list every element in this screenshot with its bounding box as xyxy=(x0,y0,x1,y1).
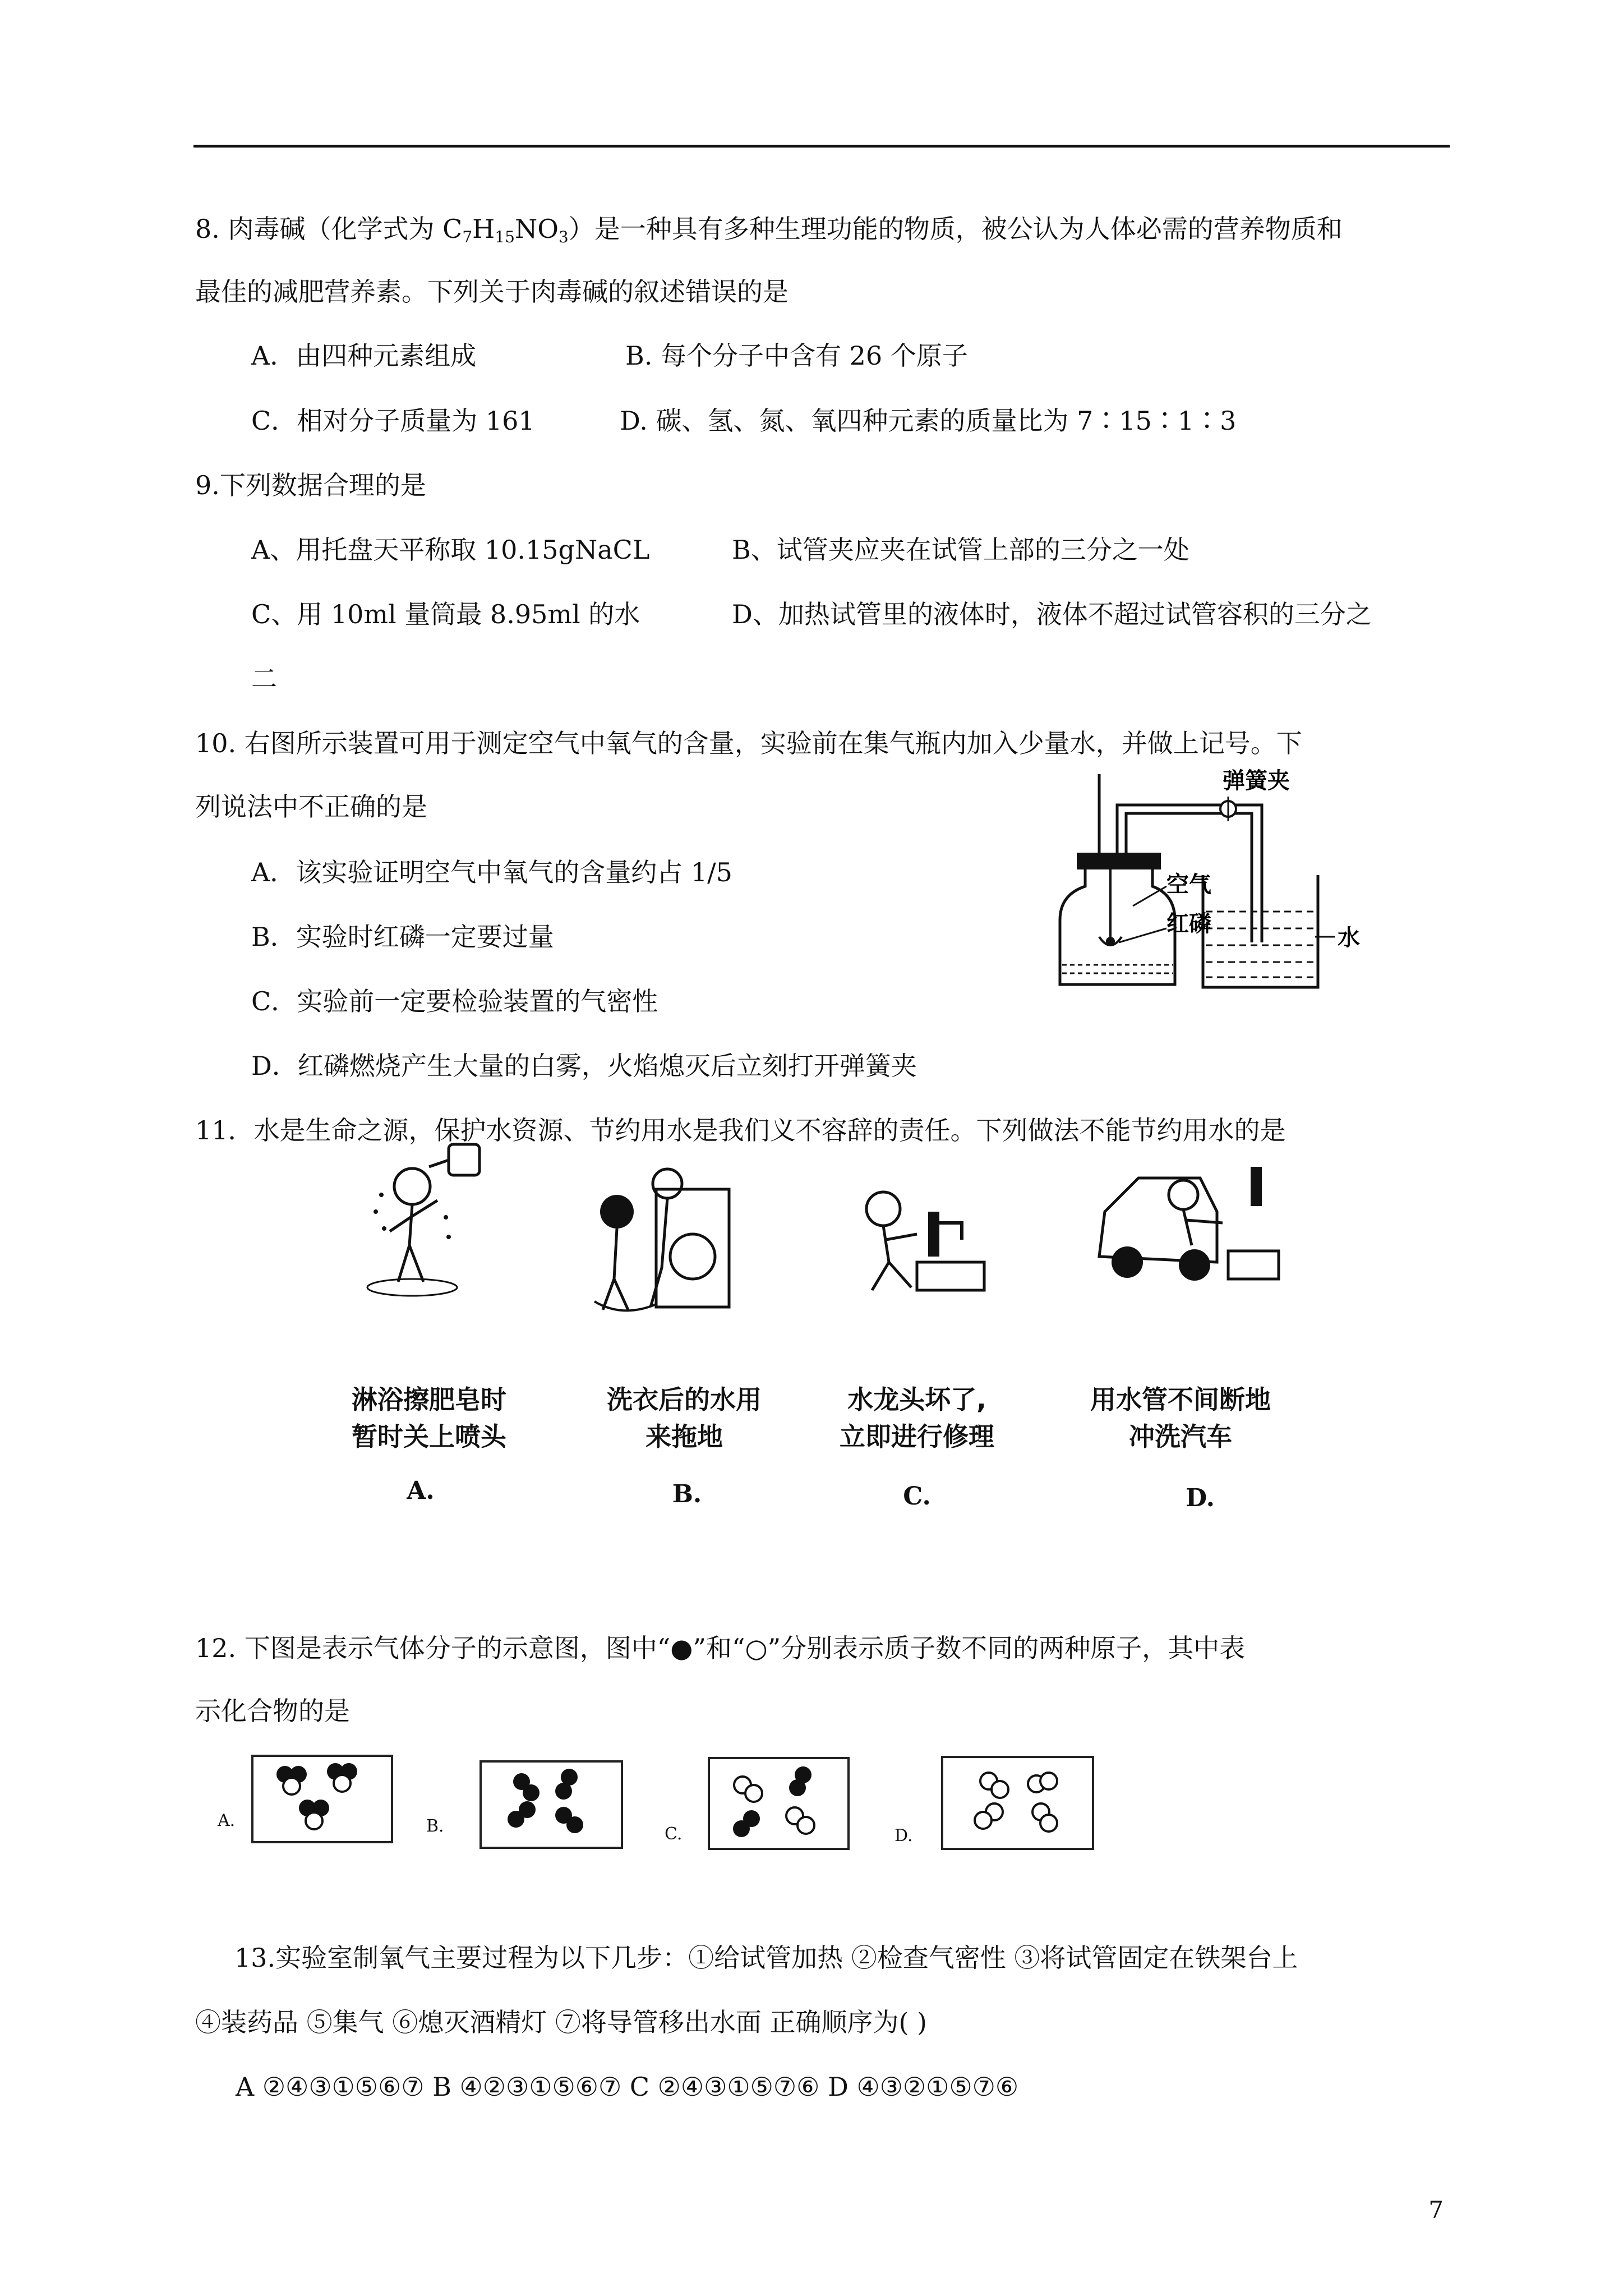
molecules-b xyxy=(479,1760,620,1847)
page-number: 7 xyxy=(1428,2196,1444,2224)
q8-option-c: C．相对分子质量为 161 xyxy=(251,406,535,436)
q12-box-label-a: A. xyxy=(218,1811,236,1830)
q8-option-d: D. 碳、氢、氮、氧四种元素的质量比为 7∶15∶1∶3 xyxy=(620,406,1237,436)
clip-label: 弹簧夹 xyxy=(1223,768,1290,794)
q13-options: A ②④③①⑤⑥⑦ B ④②③①⑤⑥⑦ C ②④③①⑤⑦⑥ D ④③②①⑤⑦⑥ xyxy=(236,2072,1019,2102)
q8-option-b: B. 每个分子中含有 26 个原子 xyxy=(625,341,968,371)
oxygen-apparatus-figure xyxy=(1054,768,1447,993)
q8-line1: 8. 肉毒碱（化学式为 $C_7H_{15}NO_3$）是一种具有多种生理功能的物质，被公认为人体必需的营养物质和 xyxy=(195,214,1343,246)
q9-option-b: B、试管夹应夹在试管上部的三分之一处 xyxy=(732,535,1189,565)
car-washing-cartoon-image xyxy=(1088,1156,1279,1301)
q12-box-label-b: B. xyxy=(426,1816,444,1836)
q12-line2: 示化合物的是 xyxy=(195,1696,350,1726)
q8-option-a: A．由四种元素组成 xyxy=(251,341,477,371)
molecules-d xyxy=(941,1756,1092,1848)
laundry-cartoon-image xyxy=(583,1167,740,1324)
molecules-a xyxy=(251,1755,391,1842)
q9-option-c: C、用 10ml 量筒最 8.95ml 的水 xyxy=(251,599,640,629)
q11-letter-c: C. xyxy=(903,1482,931,1511)
q11-stem: 11．水是生命之源，保护水资源、节约用水是我们义不容辞的责任。下列做法不能节约用水的是 xyxy=(195,1115,1286,1145)
header-rule xyxy=(193,145,1450,148)
q11-caption-d: 用水管不间断地 冲洗汽车 xyxy=(1090,1384,1271,1452)
q9-option-d-cont: 二 xyxy=(251,664,277,694)
q10-option-d: D．红磷燃烧产生大量的白雾，火焰熄灭后立刻打开弹簧夹 xyxy=(251,1051,917,1081)
water-label: 水 xyxy=(1338,925,1360,951)
q10-option-c: C．实验前一定要检验装置的气密性 xyxy=(251,986,658,1016)
q11-caption-a: 淋浴擦肥皂时 暂时关上喷头 xyxy=(352,1384,506,1452)
q11-letter-b: B. xyxy=(672,1480,702,1508)
q11-letter-d: D. xyxy=(1186,1484,1215,1512)
molecules-c xyxy=(708,1757,848,1847)
q8-line2: 最佳的减肥营养素。下列关于肉毒碱的叙述错误的是 xyxy=(195,277,789,307)
q12-line1: 12. 下图是表示气体分子的示意图，图中“●”和“○”分别表示质子数不同的两种原子，其中表 xyxy=(195,1633,1246,1663)
shower-cartoon-image xyxy=(359,1133,494,1301)
q9-option-d: D、加热试管里的液体时，液体不超过试管容积的三分之 xyxy=(732,599,1372,629)
q9-option-a: A、用托盘天平称取 10.15gNaCL xyxy=(251,535,650,565)
q9-stem: 9.下列数据合理的是 xyxy=(195,470,426,500)
faucet-repair-cartoon-image xyxy=(850,1178,995,1301)
phosphorus-label: 红磷 xyxy=(1166,911,1211,937)
q11-caption-c: 水龙头坏了, 立即进行修理 xyxy=(840,1384,994,1452)
q12-box-label-c: C. xyxy=(665,1824,683,1844)
q10-line2: 列说法中不正确的是 xyxy=(195,792,427,822)
q12-box-label-d: D. xyxy=(895,1826,913,1846)
q10-line1: 10. 右图所示装置可用于测定空气中氧气的含量，实验前在集气瓶内加入少量水，并做上记号。下 xyxy=(195,728,1302,758)
q10-option-a: A．该实验证明空气中氧气的含量约占 1/5 xyxy=(251,857,732,887)
q13-line1: 13.实验室制氧气主要过程为以下几步：①给试管加热 ②检查气密性 ③将试管固定在铁架台上 xyxy=(234,1943,1298,1973)
q13-line2: ④装药品 ⑤集气 ⑥熄灭酒精灯 ⑦将导管移出水面 正确顺序为( ) xyxy=(195,2007,928,2037)
air-label: 空气 xyxy=(1166,872,1211,898)
q11-caption-b: 洗衣后的水用 来拖地 xyxy=(607,1384,762,1452)
q10-option-b: B．实验时红磷一定要过量 xyxy=(251,922,554,952)
q11-letter-a: A. xyxy=(407,1476,435,1505)
